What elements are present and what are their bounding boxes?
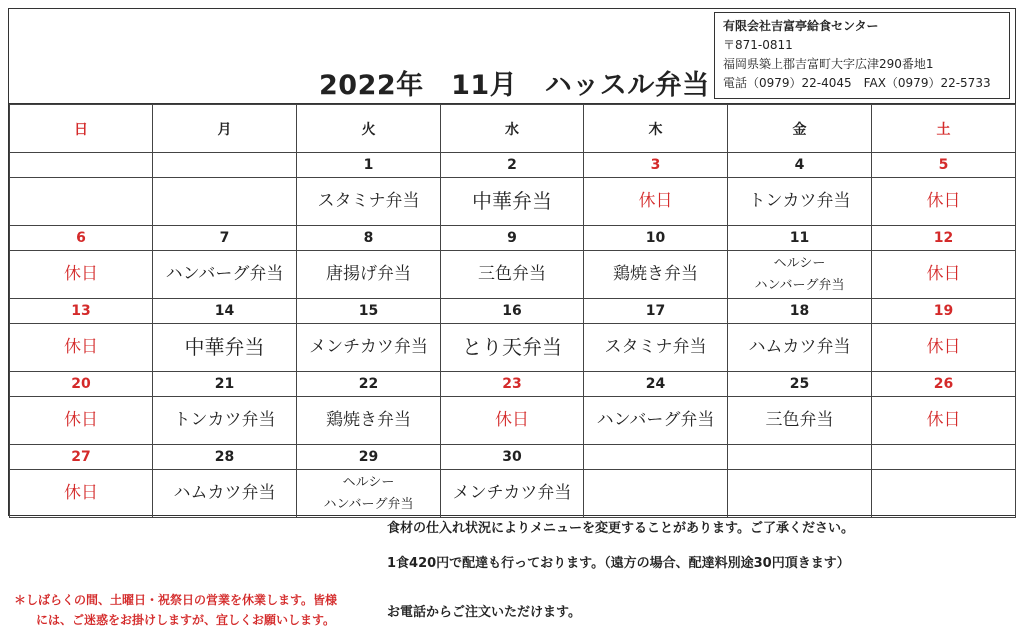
date-number bbox=[153, 153, 297, 178]
menu-item: ハンバーグ弁当 bbox=[153, 251, 297, 299]
weekday-header: 水 bbox=[441, 105, 584, 153]
weekday-header: 金 bbox=[728, 105, 872, 153]
date-number: 5 bbox=[872, 153, 1016, 178]
menu-item-line: ハンバーグ弁当 bbox=[754, 277, 845, 293]
date-number: 20 bbox=[10, 372, 153, 397]
date-number bbox=[10, 153, 153, 178]
menu-row bbox=[10, 324, 1016, 372]
date-number: 4 bbox=[728, 153, 872, 178]
menu-row bbox=[10, 470, 1016, 518]
menu-item: ハムカツ弁当 bbox=[728, 324, 872, 372]
menu-item: スタミナ弁当 bbox=[297, 178, 441, 226]
closure-notice-line: ＊しばらくの間、土曜日・祝祭日の営業を休業します。皆様 bbox=[14, 593, 338, 607]
menu-item: 三色弁当 bbox=[728, 397, 872, 445]
menu-item: トンカツ弁当 bbox=[728, 178, 872, 226]
date-number: 11 bbox=[728, 226, 872, 251]
date-number: 19 bbox=[872, 299, 1016, 324]
date-number: 18 bbox=[728, 299, 872, 324]
date-number: 17 bbox=[584, 299, 728, 324]
menu-item: 中華弁当 bbox=[153, 324, 297, 372]
menu-item: 鶏焼き弁当 bbox=[584, 251, 728, 299]
delivery-note: 1食420円で配達も行っております。（遠方の場合、配達料別途30円頂きます） bbox=[387, 556, 850, 571]
company-address: 福岡県築上郡吉富町大字広津290番地1 bbox=[723, 57, 934, 71]
date-number bbox=[728, 445, 872, 470]
menu-item bbox=[584, 470, 728, 518]
date-number: 7 bbox=[153, 226, 297, 251]
weekday-header: 日 bbox=[10, 105, 153, 153]
date-number: 21 bbox=[153, 372, 297, 397]
menu-item: メンチカツ弁当 bbox=[441, 470, 584, 518]
date-number: 22 bbox=[297, 372, 441, 397]
date-number: 3 bbox=[584, 153, 728, 178]
phone-order-note: お電話からご注文いただけます。 bbox=[387, 605, 581, 620]
menu-change-note: 食材の仕入れ状況によりメニューを変更することがあります。ご了承ください。 bbox=[387, 521, 854, 536]
company-name: 有限会社吉富亭給食センター bbox=[723, 19, 879, 33]
date-number: 14 bbox=[153, 299, 297, 324]
date-number: 30 bbox=[441, 445, 584, 470]
menu-item: スタミナ弁当 bbox=[584, 324, 728, 372]
date-number-row bbox=[10, 153, 1016, 178]
menu-item: ハムカツ弁当 bbox=[153, 470, 297, 518]
menu-item: 三色弁当 bbox=[441, 251, 584, 299]
date-number: 15 bbox=[297, 299, 441, 324]
menu-item bbox=[10, 178, 153, 226]
page-title: 2022年 11月 ハッスル弁当 bbox=[319, 70, 710, 101]
date-number: 25 bbox=[728, 372, 872, 397]
weekday-header: 月 bbox=[153, 105, 297, 153]
date-number: 23 bbox=[441, 372, 584, 397]
menu-item bbox=[728, 251, 872, 299]
date-number: 1 bbox=[297, 153, 441, 178]
date-number-row bbox=[10, 226, 1016, 251]
holiday-label: 休日 bbox=[872, 397, 1016, 445]
closure-notice-line: には、ご迷惑をお掛けしますが、宜しくお願いします。 bbox=[36, 613, 336, 627]
closure-notice bbox=[14, 590, 374, 630]
menu-item: 鶏焼き弁当 bbox=[297, 397, 441, 445]
company-contact: 電話（0979）22-4045 FAX（0979）22-5733 bbox=[723, 76, 991, 90]
date-number: 26 bbox=[872, 372, 1016, 397]
holiday-label: 休日 bbox=[10, 324, 153, 372]
date-number bbox=[872, 445, 1016, 470]
menu-item: 唐揚げ弁当 bbox=[297, 251, 441, 299]
date-number-row bbox=[10, 372, 1016, 397]
menu-calendar bbox=[9, 104, 1016, 518]
date-number: 12 bbox=[872, 226, 1016, 251]
weekday-header: 火 bbox=[297, 105, 441, 153]
date-number bbox=[584, 445, 728, 470]
menu-item: トンカツ弁当 bbox=[153, 397, 297, 445]
menu-row bbox=[10, 397, 1016, 445]
date-number-row bbox=[10, 445, 1016, 470]
date-number: 28 bbox=[153, 445, 297, 470]
holiday-label: 休日 bbox=[872, 251, 1016, 299]
menu-item bbox=[728, 470, 872, 518]
weekday-header: 土 bbox=[872, 105, 1016, 153]
holiday-label: 休日 bbox=[10, 470, 153, 518]
menu-item-line: ヘルシー bbox=[342, 474, 395, 490]
date-number: 16 bbox=[441, 299, 584, 324]
holiday-label: 休日 bbox=[441, 397, 584, 445]
menu-item-line: ヘルシー bbox=[773, 255, 826, 271]
date-number: 8 bbox=[297, 226, 441, 251]
menu-item bbox=[153, 178, 297, 226]
company-info-box bbox=[714, 12, 1010, 99]
weekday-header-row bbox=[10, 105, 1016, 153]
holiday-label: 休日 bbox=[584, 178, 728, 226]
holiday-label: 休日 bbox=[10, 397, 153, 445]
menu-row bbox=[10, 251, 1016, 299]
holiday-label: 休日 bbox=[872, 324, 1016, 372]
menu-item bbox=[872, 470, 1016, 518]
menu-item bbox=[297, 470, 441, 518]
menu-item: とり天弁当 bbox=[441, 324, 584, 372]
date-number: 2 bbox=[441, 153, 584, 178]
menu-row bbox=[10, 178, 1016, 226]
menu-item: メンチカツ弁当 bbox=[297, 324, 441, 372]
holiday-label: 休日 bbox=[872, 178, 1016, 226]
date-number: 13 bbox=[10, 299, 153, 324]
menu-item: ハンバーグ弁当 bbox=[584, 397, 728, 445]
company-postal: 〒871-0811 bbox=[723, 38, 793, 52]
menu-item-line: ハンバーグ弁当 bbox=[323, 496, 414, 512]
holiday-label: 休日 bbox=[10, 251, 153, 299]
date-number: 9 bbox=[441, 226, 584, 251]
menu-item: 中華弁当 bbox=[441, 178, 584, 226]
date-number: 24 bbox=[584, 372, 728, 397]
date-number-row bbox=[10, 299, 1016, 324]
calendar-body bbox=[10, 153, 1016, 518]
date-number: 10 bbox=[584, 226, 728, 251]
title-row bbox=[9, 9, 1015, 104]
date-number: 29 bbox=[297, 445, 441, 470]
weekday-header: 木 bbox=[584, 105, 728, 153]
calendar-frame bbox=[8, 8, 1016, 516]
date-number: 27 bbox=[10, 445, 153, 470]
date-number: 6 bbox=[10, 226, 153, 251]
